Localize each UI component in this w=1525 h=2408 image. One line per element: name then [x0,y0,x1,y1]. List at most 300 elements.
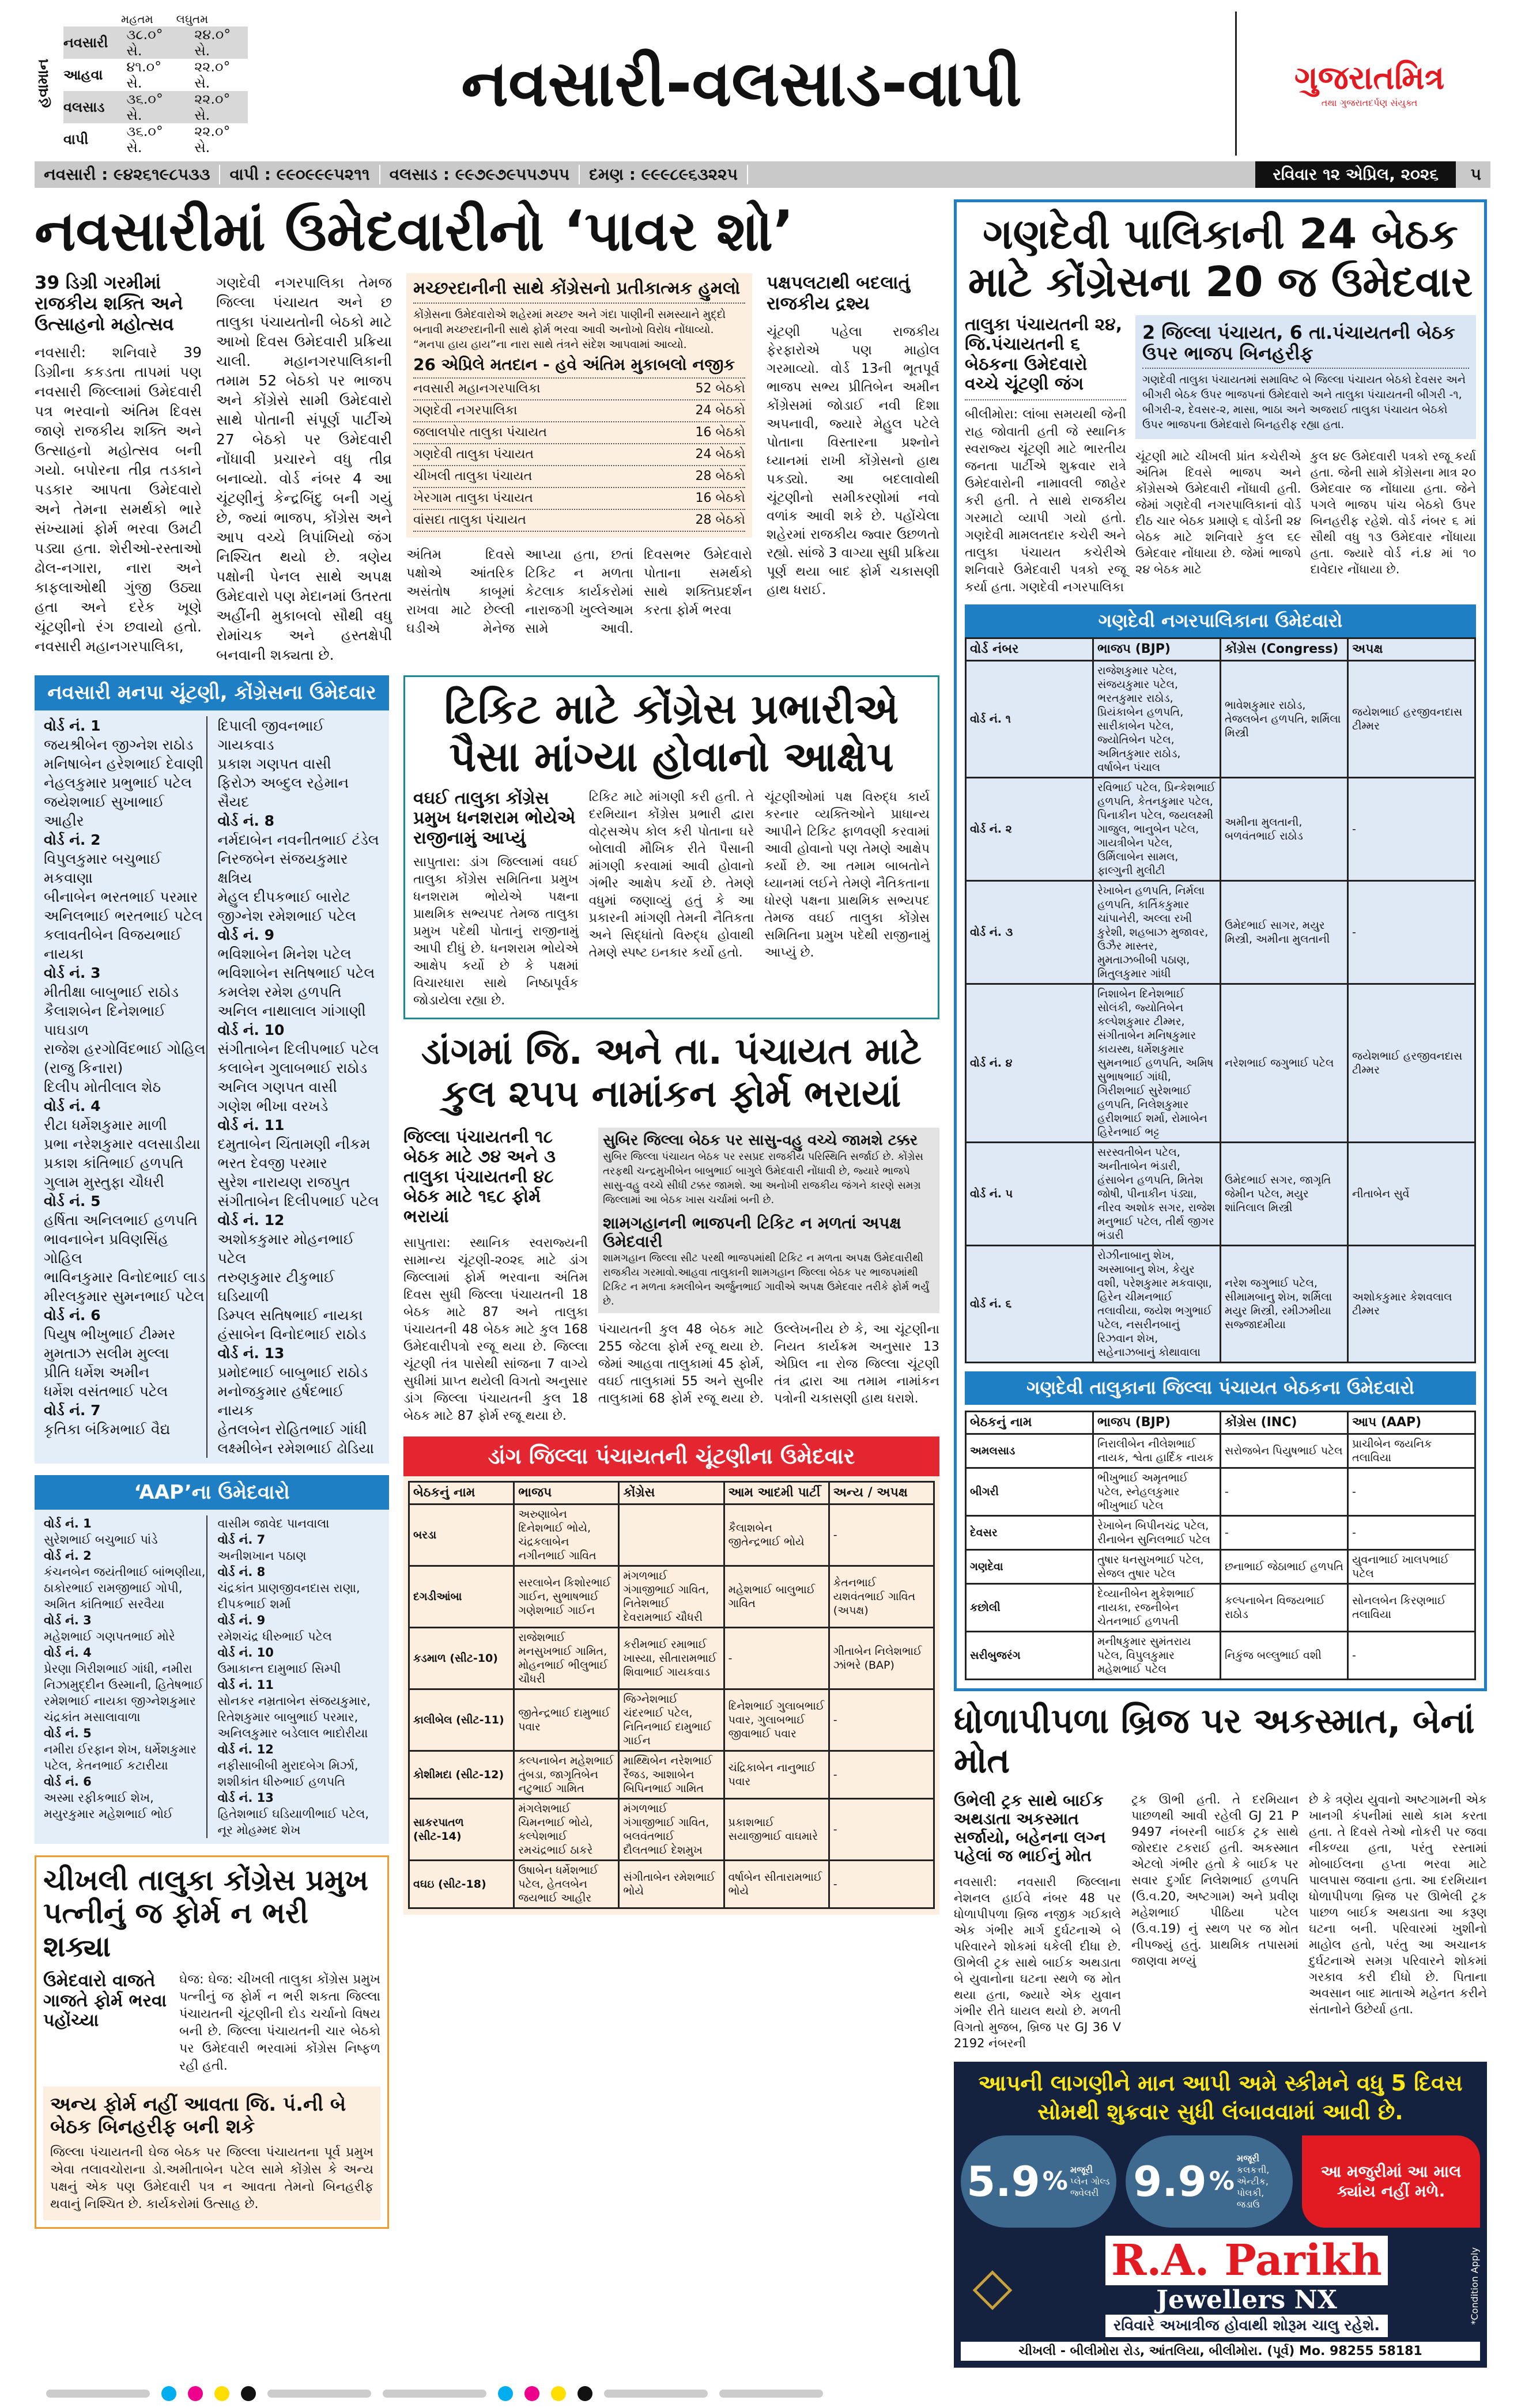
table-cell: દિનેશભાઈ ગુલાબભાઈ પવાર, ગુલાબભાઈ જીવાભાઈ પવાર [724,1689,829,1751]
ward-number: વોર્ડ નં. 12 [217,1742,274,1756]
chikhli-sub-headline: અન્ય ફોર્મ નહીં આવતા જિ. પં.ની બે બેઠક બિનહરીફ બની શકે [50,2093,346,2139]
weather-row [63,27,248,59]
shamgahan-headline: શામગહાનની ભાજપની ટિકિટ ન મળતાં અપક્ષ ઉમેદવારી [603,1213,901,1251]
table-cell: દેવ્યાનીબેન મુકેશભાઈ નાયકા, રજનીબેન ચેતનભાઈ હળપતી [1093,1583,1221,1631]
shamgahan-body: શામગહાન જિલ્લા સીટ પરથી ભાજપમાંથી ટિકિટ ન મળતા અપક્ષ ઉમેદવારીથી રાજકીય ગરમાવો.આહવા તાલુકાની શામગહાન જિલ્લા બેઠક પર ભાજપમાંથી ટિકિટ ન મળતા કમલીબેન અર્જુનભાઈ ગાવીએ અપક્ષ ઉમેદવાર તરીકે ફોર્મ ભર્યું છે. [603,1252,929,1307]
column-header: કોંગ્રેસ [619,1482,724,1504]
candidate-name: ભવિશાબેન સતિષભાઈ પટેલ [217,964,375,981]
table-cell: સરસ્વતીબેન પટેલ, અનીતાબેન ભંડારી, હંસાબેન હળપતિ, મિતેશ જોષી, પીનાકીન પંડ્યા, નીરવ અશોક સગર, રાજેશ મનુભાઈ પટેલ, તીર્થ જીગર ભંડારી [1093,1143,1221,1246]
tikit-box [403,675,939,1019]
candidate-name: મીરલકુમાર સુમનભાઈ પટેલ [44,1287,205,1305]
table-cell: નરેશભાઈ જગુભાઈ પટેલ [1221,984,1348,1143]
contact-bar [35,161,1490,188]
weather-city: વલસાડ [63,99,105,115]
gandevi-kicker: તાલુકા પંચાયતની ૨૪, જિ.પંચાયતની ૬ બેઠકના ઉમેદવારો વચ્ચે ચૂંટણી જંગ [965,315,1126,400]
ward-number: વોર્ડ નં. 11 [217,1677,274,1692]
table-cell: - [829,1689,934,1751]
offer-badge-2 [1126,2135,1293,2228]
seat-name-cell: દગડીઆંબા [409,1566,514,1628]
seat-count: 24 બેઠકો [695,447,745,462]
aap-panel [35,1475,389,1844]
table-cell: ભીખુભાઈ અમૃતભાઈ પટેલ, સ્નેહલકુમાર ભીખુભાઈ પટેલ [1093,1468,1221,1515]
min-header: લઘુતમ [176,12,209,26]
seat-name-cell: બરડા [409,1504,514,1566]
page-header [0,0,1525,161]
candidate-name: નિરજબેન સંજયકુમાર ક્ષત્રિય [217,850,348,886]
weather-max: ૪૧.૦° સે. [126,59,162,91]
candidate-name: જયશ્રીબેન જીગ્નેશ રાઠોડ [44,736,194,753]
candidate-name: પ્રકાશ ગણપત વાસી [217,755,331,772]
table-cell: સરોજબેન પિયુષભાઈ પટેલ [1221,1434,1348,1468]
ad-headline: આપની લાગણીને માન આપી અમે સ્કીમને વધુ 5 દિવસ સોમથી શુક્રવાર સુધી લંબાવવામાં આવી છે. [978,2070,1463,2125]
chikhli-sub-body: જિલ્લા પંચાયતની ઘેજ બેઠક પર જિલ્લા પંચાયતના પૂર્વ પ્રમુખ એવા તલાવચોરાના ડો.અમીતાબેન પટેલ સામે કોંગ્રેસ કે અન્ય પક્ષનું એક પણ ઉમેદવારી પત્ર ન આવતા તેમનો બિનહરીફ થવાનું નિશ્ચિત છે. કાર્યકરોમાં ઉત્સાહ છે. [50,2145,373,2212]
table-cell: માથ્થિબેન નરેશભાઈ રૈંજડ, આશાબેન બિપિનભાઈ ગામિત [619,1751,724,1799]
ad-notice: રવિવારે અખાત્રીજ હોવાથી શોરૂમ ચાલુ રહેશે. [1105,2315,1388,2337]
weather-table [63,12,248,156]
ward-number: વોર્ડ નં. 9 [217,1613,266,1627]
table-cell: મંગલેશભાઈ ચિમનભાઈ ભોયે, કલ્પેશભાઈ રમચંદ્રભાઈ ઠાકરે [514,1799,619,1861]
table-cell: - [724,1628,829,1689]
table-cell: રોઝીનાબાનુ શેખ, અસ્માબાનુ શેખ, કેયુર વશી, પરેશકુમાર મકવાણા, હિરેન ચીમનભાઈ તલાવીયા, જયેશ ભગુભાઈ પટેલ, નસરીનબાનું રિઝવાન શેખ, સહેનાઝબાનું કોથાવાલા [1093,1246,1221,1363]
candidate-name: ગણેશ ભીખા વરખડે [217,1097,329,1114]
table-row [966,778,1475,881]
seat-count: 16 બેઠકો [695,491,745,506]
masthead-divider [1235,12,1237,156]
column-header: અપક્ષ [1348,638,1475,661]
seat-body-name: ખેરગામ તાલુકા પંચાયત [413,491,533,506]
table-cell: ઉમેદભાઈ સગર, જાગૃતિ જેમીન પટેલ, મયુર શાંતિલાલ મિસ્ત્રી [1221,1143,1348,1246]
table-cell: નિકુંજ બલ્લુભાઈ વશી [1221,1631,1348,1679]
offer-1-unit: % [1042,2167,1068,2197]
ward-number: વોર્ડ નં. 10 [217,1021,285,1038]
ward-number: વોર્ડ નં. 7 [217,1532,266,1547]
seat-row [413,444,745,466]
masthead-title: નવસારી-વલસાડ-વાપી [461,47,1022,120]
candidate-name: અનિલ ગણપત વાસી [217,1078,337,1095]
candidate-name: પ્રકાશ કાંતિભાઈ હળપતિ [44,1154,184,1171]
weather-min: ૨૨.૦° સે. [194,59,231,91]
ward-number: વોર્ડ નં. 13 [217,1344,285,1362]
table-row [409,1566,934,1628]
seat-body-name: ચીખલી તાલુકા પંચાયત [413,469,533,484]
seats-title: 26 એપ્રિલે મતદાન - હવે અંતિમ મુકાબલો નજીક [413,356,745,379]
ward-number: વોર્ડ નં. 12 [217,1211,285,1228]
table-row [966,1515,1475,1549]
column-header: આપ (AAP) [1348,1411,1475,1434]
ad-condition: *Condition Apply [1469,2247,1480,2325]
table-row [966,1549,1475,1583]
table-cell: - [829,1504,934,1566]
candidate-name: ફિરોઝ અબ્દુલ રહેમાન સૈયદ [217,774,349,810]
candidate-name: લક્ષ્મીબેન રમેશભાઈ ઢોડિયા [217,1439,374,1457]
tikit-body-2: ટિકિટ માટે માંગણી કરી હતી. તે દરમિયાન કોંગ્રેસ પ્રભારી દ્વારા વોટ્સએપ કોલ કરી પોતાના ઘરે બોલાવી મૌખિક રીતે પૈસાની માંગણી કરવામાં આવી હોવાનો ગંભીર આક્ષેપ કર્યો છે. તેમણે વધુમાં જણાવ્યું હતું કે આ પ્રકારની માંગણી તેમની નૈતિકતા અને સિદ્ધાંતો વિરુદ્ધ હોવાથી તેમણે સ્પષ્ટ ઇનકાર કર્યો હતો. [588,789,754,960]
ward-number: વોર્ડ નં. 6 [44,1306,101,1324]
table-cell: - [829,1799,934,1861]
subir-body: સુબિર જિલ્લા પંચાયત બેઠક પર રસપ્રદ રાજકીય પરિસ્થિતિ સર્જાઈ છે. કોંગ્રેસ તરફથી ચન્દ્રમુખીબેન બાબુભાઈ બાગુલે ઉમેદવારી નોંધાવી છે, જ્યારે ભાજપે સાસુ-વહુ વચ્ચે સીધી ટક્કર જામશે. આ અનોખી રાજકીય જંગને કારણે સમગ્ર જિલ્લામાં આ બેઠક ખાસ ચર્ચામાં બની છે. [603,1150,923,1206]
subir-box [598,1128,939,1313]
ward-number: વોર્ડ નં. 10 [217,1645,274,1659]
candidate-name: નમીરા ઈરફાન શેખ, ધર્મેશકુમાર પટેલ, કેતનભાઈ કટારીયા [44,1742,197,1772]
candidate-name: અનિલ નાથાલાલ ગાંગાણી [217,1002,366,1019]
seat-count: 28 બેઠકો [695,469,745,484]
seat-name-cell: ગણદેવા [966,1549,1093,1583]
tikit-headline: ટિકિટ માટે કોંગ્રેસ પ્રભારીએ પૈસા માંગ્યા હોવાનો આક્ષેપ [444,685,899,781]
seat-name-cell: વોર્ડ નં. ૧ [966,661,1093,778]
lead-kicker: 39 ડિગ્રી ગરમીમાં રાજકીય શક્તિ અને ઉત્સાહનો મહોત્સવ [35,273,183,335]
logo-text: ગુજરાતમિત્ર [1294,59,1445,97]
candidate-name: મનિષાબેન હરેશભાઈ દેવાણી [44,755,203,772]
gandevi-body-1: બીલીમોરા: લાંબા સમયથી જેની રાહ જોવાતી હતી જે સ્થાનિક સ્વરાજ્ય ચૂંટણી માટે ભારતીય જનતા પાર્ટીએ શુક્રવાર રાત્રે ઉમેદવારોની નામાવલી જાહેર કરી હતી. તે સાથે રાજકીય ગરમાટો વ્યાપી ગયો હતો. ગણદેવી મામલતદાર કચેરી અને તાલુકા પંચાયત કચેરીએ શનિવારે ઉમેદવારી પત્રકો રજૂ કર્યા હતા. ગણદેવી નગરપાલિકા [965,407,1126,595]
table-row [966,1468,1475,1515]
seats-list [413,379,745,532]
table-row [409,1861,934,1908]
candidate-name: હંસાબેન વિનોદભાઈ રાઠોડ [217,1325,367,1343]
table-cell: જયેશભાઈ હરજીવનદાસ ટીમ્મર [1348,661,1475,778]
table-cell: જિગ્નેશભાઈ ચંદરભાઈ પટેલ, નિતિનભાઈ દામુભાઈ ગાઈન [619,1689,724,1751]
navsari-congress-panel [35,675,389,1463]
table-cell: - [829,1861,934,1908]
contact-navsari: નવસારી : ૯૪૨૬૧૯૮૫૩૩ [35,165,220,184]
table-cell: - [1348,1515,1475,1549]
chikhli-box [35,1855,389,2229]
table-cell: વર્ષાબેન સીતારામભાઈ ભોયે [724,1861,829,1908]
column-header: ભાજપ [514,1482,619,1504]
accident-headline: ધોળાપીપળા બ્રિજ પર અકસ્માત, બેનાં મોત [954,1700,1475,1781]
diamond-logo-icon: ◇ [972,2256,1013,2317]
ward-number: વોર્ડ નં. 7 [44,1401,101,1419]
ward-number: વોર્ડ નં. 4 [44,1645,92,1659]
contact-vapi: વાપી : ૯૯૦૯૯૯૫૨૧૧ [220,165,380,184]
table-row [966,1434,1475,1468]
ward-number: વોર્ડ નં. 13 [217,1790,274,1805]
table-cell: ચંદ્રિકાબેન નાનુભાઈ પવાર [724,1751,829,1799]
ward-number: વોર્ડ નં. 1 [44,1516,92,1530]
table-cell: કલ્પનાબેન મહેશભાઈ તુંબડા, જાગૃતિબેન નટુભાઈ ગામિત [514,1751,619,1799]
candidate-name: પ્રીતિ ધર્મેશ અમીન [44,1363,150,1381]
print-registration-bar [0,2379,1525,2408]
table-cell: કેતનભાઈ યશવંતભાઈ ગાવિત (અપક્ષ) [829,1566,934,1628]
dang-headline: ડાંગમાં જિ. અને તા. પંચાયત માટે કુલ ૨૫૫ નામાંકન ફોર્મ ભરાયાં [421,1030,922,1116]
seat-row [413,466,745,488]
seat-name-cell: કછોલી [966,1583,1093,1631]
table-header-row [409,1482,934,1504]
table-cell: અમીના મુલતાની, બળવંતભાઈ રાઠોડ [1221,778,1348,881]
subir-headline: સુબિર જિલ્લા બેઠક પર સાસુ-વહુ વચ્ચે જામશે ટક્કર [603,1131,918,1149]
candidate-name: કલાબેન ગુલાબભાઈ રાઠોડ [217,1059,368,1076]
candidate-name: નેહલકુમાર પ્રભુભાઈ પટેલ [44,774,192,791]
offer-1-label: મજૂરી [1070,2164,1093,2175]
candidate-name: પિયુષ ભીખુભાઈ ટીમ્મર [44,1325,176,1343]
table-cell: ભાવેશકુમાર રાઠોડ, તેજલબેન હળપતિ, શર્મિલા મિસ્ત્રી [1221,661,1348,778]
accident-body-1: નવસારી: નવસારી જિલ્લાના નેશનલ હાઈવે નંબર 48 પર ધોળાપીપળા બ્રિજ નજીક ગઈકાલે એક ગંભીર માર્ગ દુર્ઘટનાએ બે પરિવારને શોકમાં ધકેલી દીધા છે. ઊભેલી ટ્રક સાથે બાઈક અથડાતા બે યુવાનોના ઘટના સ્થળે જ મોત થયા હતા, જ્યારે એક યુવાન ગંભીર રીતે ઘાયલ થયો છે. મળતી વિગતો મુજબ, બ્રિજ પર GJ 36 V 2192 નંબરની [954,1874,1121,2050]
column-header: અન્ય / અપક્ષ [829,1482,934,1504]
candidate-name: નફીસાબીબી મુરાદબેગ મિર્ઝા, શશીકાંત ધીરુભાઈ હળપતિ [217,1758,358,1789]
column-header: આમ આદમી પાર્ટી [724,1482,829,1504]
ward-number: વોર્ડ નં. 8 [217,812,274,829]
table-cell: - [1348,778,1475,881]
seat-body-name: ગણદેવી નગરપાલિકા [413,403,518,418]
table-cell: રેખાબેન બિપીનચંદ્ર પટેલ, રીનાબેન સુનિલભાઈ પટેલ [1093,1515,1221,1549]
gandevi-panel [954,199,1487,1691]
offer-2-label: મજૂરી [1236,2152,1260,2164]
seat-count: 24 બેઠકો [695,403,745,418]
candidate-name: રીટા ધર્મેશકુમાર માળી [44,1116,167,1133]
weather-max: ૩૬.૦° સે. [126,123,163,156]
weather-row [63,91,248,123]
table-cell: ગીતાબેન નિલેશભાઈ ઝાંભરે (BAP) [829,1628,934,1689]
candidate-name: વાસીમ જાવેદ પાનવાલા [217,1516,330,1530]
offer-2-unit: % [1209,2167,1235,2197]
column-header: બેઠકનું નામ [966,1411,1093,1434]
seat-name-cell: વોર્ડ નં. ૪ [966,984,1093,1143]
ward-number: વોર્ડ નં. 8 [217,1564,266,1579]
lead-body-2: ગણદેવી નગરપાલિકા તેમજ જિલ્લા પંચાયત અને છ તાલુકા પંચાયતોની બેઠકો માટે આખો દિવસ ઉમેદવારી પ્રક્રિયા ચાલી. મહાનગરપાલિકાની તમામ 52 બેઠકો પર ભાજપ અને કોંગ્રેસે સામી ઉમેદવારો સાથે પોતાની સંપૂર્ણ પાર્ટીએ 27 બેઠકો પર ઉમેદવારી નોંધાવી પ્રચારને વધુ તીવ્ર બનાવ્યો. વોર્ડ નંબર 4 આ ચૂંટણીનું કેન્દ્રબિંદુ બની ગયું છે, જ્યાં ભાજપ, કોંગ્રેસ અને આપ વચ્ચે ત્રિપાંખિયો જંગ નિશ્ચિત થયો છે. ત્રણેય પક્ષોની પેનલ સાથે અપક્ષ ઉમેદવારો પણ મેદાનમાં ઉતરતા અહીંની મુકાબલો સૌથી વધુ રોમાંચક અને હસ્તક્ષેપી બનવાની શક્યતા છે. [216,274,392,664]
column-header: કોંગ્રેસ (Congress) [1221,638,1348,661]
seat-row [413,422,745,444]
weather-city: નવસારી [63,35,108,51]
gandevi-candidates-table [965,637,1476,1363]
mosquito-headline: મચ્છરદાનીની સાથે કોંગ્રેસનો પ્રતીકાત્મક હુમલો [413,279,745,304]
candidate-name: પ્રભા નરેશકુમાર વલસાડીયા [44,1135,201,1152]
seat-name-cell: બીગરી [966,1468,1093,1515]
dang-table-title: ડાંગ જિલ્લા પંચાયતની ચૂંટણીના ઉમેદવાર [403,1437,939,1476]
candidate-name: કૈલાશબેન દિનેશભાઈ પાઘડાળ [44,1002,166,1038]
table-row [409,1799,934,1861]
weather-max: ૩૮.૦° સે. [126,27,163,59]
ward-number: વોર્ડ નં. 6 [44,1774,92,1789]
candidate-name: સંગીતાબેન દિલીપભાઈ પટેલ [217,1192,379,1209]
ward-number: વોર્ડ નં. 3 [44,1613,92,1627]
table-cell: જીતેન્દ્રભાઈ દામુભાઈ પવાર [514,1689,619,1751]
table-row [966,1583,1475,1631]
weather-max: ૩૬.૦° સે. [126,91,163,123]
table-cell: - [1348,881,1475,984]
candidate-name: કંચનબેન જયંતીભાઈ બાંભણીયા, ઠાકોરભાઈ રામજીભાઈ ગોપી, અમિત કાંતિભાઈ સરવૈયા [44,1564,206,1611]
candidate-name: મનોજકુમાર હર્ષદભાઈ નાયક [217,1382,345,1419]
defection-body: ચૂંટણી પહેલા રાજકીય ફેરફારોએ પણ માહોલ ગરમાવ્યો. વોર્ડ 13ની ભૂતપૂર્વ ભાજપ સભ્ય પ્રીતિબેન અમીન કોંગ્રેસમાં જોડાઈ નવી દિશા અપનાવી, જ્યારે મેહુલ પટેલે પોતાના વિસ્તારના પ્રશ્નોને ધ્યાનમાં રાખી કોંગ્રેસનો હાથ પકડ્યો. આ બદલાવોથી ચૂંટણીનો સમીકરણોમાં નવો વળાંક આવી શકે છે. પહોંચેલા શહેરમાં રાજકીય જ્વાર ઉછળતો રહ્યો. સાંજે 3 વાગ્યા સુધી પ્રક્રિયા પૂર્ણ થયા બાદ ફોર્મ ચકાસણી હાથ ધરાઈ. [767,324,939,598]
candidate-name: દમુતાબેન ચિંતામણી નીકમ [217,1135,371,1152]
weather-min: ૨૨.૦° સે. [194,91,231,123]
ad-address: ચીખલી - બીલીમોરા રોડ, આંતલિયા, બીલીમોરા. (પૂર્વ) Mo. 98255 58181 [961,2342,1480,2361]
candidate-name: હેતલબેન રોહિતભાઈ ગાંધી [217,1420,367,1438]
candidate-name: ઉમાકાન્ત દામુભાઈ સિમ્પી [217,1661,341,1676]
candidate-name: અનિલભાઈ ભરતભાઈ પટેલ [44,907,203,924]
ward-number: વોર્ડ નં. 11 [217,1116,285,1133]
weather-row [63,59,248,91]
weather-city: આહવા [63,67,103,83]
weather-min: ૨૪.૦° સે. [194,27,231,59]
seat-name-cell: વઘઇ (સીટ-18) [409,1861,514,1908]
ward-number: વોર્ડ નં. 5 [44,1192,101,1209]
candidate-name: ગુલામ મુસ્તુફા ચૌધરી [44,1173,164,1190]
aap-title: ‘AAP’ના ઉમેદવારો [35,1475,389,1510]
weather-city: વાપી [63,131,89,148]
seat-row [413,379,745,400]
seat-body-name: વાંસદા તાલુકા પંચાયત [413,513,526,528]
gandevi-headline: ગણદેવી પાલિકાની 24 બેઠક માટે કોંગ્રેસના 20 જ ઉમેદવાર [968,210,1473,306]
contact-valsad: વલસાડ : ૯૯૭૯૭૯૫૫૭૫૫ [380,165,580,184]
weather-row [63,123,248,156]
column-header: કોંગ્રેસ (INC) [1221,1411,1348,1434]
weather-label: હવામાન [35,59,52,108]
candidate-name: કમલેશ રમેશ હળપતિ [217,983,342,1000]
mosquito-box [406,273,752,538]
gandevi-body-2: ચૂંટણી માટે ચીખલી પ્રાંત કચેરીએ અંતિમ દિવસે ભાજપ અને કોંગ્રેસએ ઉમેદવારી નોંધાવી હતી. જેમાં ગણદેવી નગરપાલિકાનાં વોર્ડ દીઠ ચાર બેઠક પ્રમાણે ૬ વોર્ડની ૨૪ બેઠક માટે શનિવારે કુલ ૬૯ ઉમેદવાર નોંધાયા છે. જેમાં ભાજપે ૨૪ બેઠક માટે [1135,449,1301,577]
candidate-name: વિપુલકુમાર બચુભાઈ મકવાણા [44,850,162,886]
seat-body-name: જલાલપોર તાલુકા પંચાયત [413,425,548,440]
table-cell: નિશાબેન દિનેશભાઈ સોલંકી, જ્યોતિબેન કલ્પેશકુમાર ટીમ્મર, સંગીતાબેન મનિષકુમાર કાયસ્થ, ધર્મેશકુમાર સુમનભાઈ હળપતિ, અમિષ સુભાષભાઈ ગાંધી, ગિરીશભાઈ સુરેશભાઈ હળપતિ, નિલેશકુમાર હરીશભાઈ શર્મા, રોમાબેન હિરેનભાઈ ભટ્ટ [1093,984,1221,1143]
candidate-name: ડિમ્પલ સતિષભાઈ નાયકા [217,1306,363,1324]
ad-brand: R.A. Parikh [1105,2236,1388,2285]
table-cell: સરલાબેન કિશોરભાઈ ગાઈન, સુભાષભાઈ ગણેશભાઈ ગાઈન [514,1566,619,1628]
newspaper-logo [1248,59,1490,108]
candidate-name: અશોકકુમાર મોહનભાઈ પટેલ [217,1230,355,1267]
candidate-name: ભવિશાબેન મિનેશ પટેલ [217,945,352,962]
table-cell: - [1221,1515,1348,1549]
column-header: બેઠકનું નામ [409,1482,514,1504]
dang-table-panel [403,1437,939,1915]
candidate-name: ભરત દેવજી પરમાર [217,1154,327,1171]
mosquito-after: અંતિમ દિવસે પક્ષોએ આંતરિક અસંતોષ કાબૂમાં રાખવા માટે છેલ્લી ઘડીએ મેનેજ આપ્યા હતા, છતાં ટિકિટ ન મળતા કેટલાક કાર્યકરોમાં નારાજગી ખુલ્લેઆમ સામે આવી. દિવસભર ઉમેદવારો પોતાના સમર્થકો સાથે શક્તિપ્રદર્શન કરતા ફોર્મ ભરવા [406,547,752,637]
table-cell: પ્રકાશભાઈ સયાજીભાઈ વાઘમારે [724,1799,829,1861]
table-row [966,1143,1475,1246]
ad-brand-sub: Jewellers NX [1156,2285,1337,2315]
candidate-name: મહેશભાઈ ગણપતભાઈ મોરે [44,1629,175,1643]
unopposed-headline: 2 જિલ્લા પંચાયત, 6 તા.પંચાયતની બેઠક ઉપર ભાજપ બિનહરીફ [1142,322,1469,369]
table-cell: છનાભાઈ જેઠાભાઈ હળપતિ [1221,1549,1348,1583]
table-cell: પ્રાચીબેન જયનિક તલાવિયા [1348,1434,1475,1468]
tikit-body-1: સાપુતારા: ડાંગ જિલ્લામાં વઘઈ તાલુકા કોંગ્રેસ સમિતિના પ્રમુખ ધનશરામ ભોયેએ પક્ષના પ્રાથમિક સભ્યપદ તેમજ તાલુકા પ્રમુખ પદેથી પોતાનું રાજીનામું આપી દીધું છે. ધનશરામ ભોયેએ આક્ષેપ કર્યો છે કે પક્ષમાં વિચારધારા સાથે નિષ્ઠાપૂર્વક જોડાયેલા રહ્યા છે. [413,855,579,1008]
candidate-name: કલાવતીબેન વિજયભાઈ નાયકા [44,926,182,962]
seat-body-name: ગણદેવી તાલુકા પંચાયત [413,447,534,462]
table-row [966,881,1475,984]
table-cell: ઉષાબેન ધર્મેશભાઈ પટેલ, હેતલબેન જયભાઈ આહીર [514,1861,619,1908]
gandevi-body-3: કુલ ૪૯ ઉમેદવારી પત્રકો રજૂ કર્યા હતા. જેની સામે કોંગ્રેસના માત્ર ૨૦ ઉમેદવાર જ નોંધાયા હતા. જેને પગલે ભાજપ પાંચ બેઠકો ઉપર બિનહરીફ રહેશે. વોર્ડ નંબર ૬ માં સૌથી વધુ ૧૩ ઉમેદવાર નોંધાયા હતા. જ્યારે વોર્ડ નં.૪ માં ૧૦ દાવેદાર નોંધાયા છે. [1310,449,1476,577]
logo-tagline: તથા ગુજરાતદર્પણ સંયુક્ત [1321,97,1418,108]
seat-name-cell: વોર્ડ નં. ૫ [966,1143,1093,1246]
page-number: ૫ [1470,165,1481,184]
candidate-name: મેહુલ દીપકભાઈ બારોટ [217,888,351,905]
column-header: વોર્ડ નંબર [966,638,1093,661]
seat-row [413,400,745,422]
table-cell: નરેશ જગુભાઈ પટેલ, સીમામબાનુ શેખ, શર્મિલા મયુર મિસ્ત્રી, રમીઝમીયા સજ્જાદમીયા [1221,1246,1348,1363]
table-cell: રવિભાઈ પટેલ, પ્રિન્કેશભાઈ હળપતિ, કેતનકુમાર પટેલ, પિનાકીન પટેલ, જયલક્ષ્મી ગાજુલ, ભાનુબેન પટેલ, ગાયત્રીબેન પટેલ, ઉર્મિલાબેન સામલ, ફાલ્ગુની મુલીટી [1093,778,1221,881]
candidate-name: પ્રમોદભાઈ બાબુભાઈ રાઠોડ [217,1363,368,1381]
gandevi-table-title: ગણદેવી નગરપાલિકાના ઉમેદવારો [965,604,1476,638]
candidate-name: રાજેશ હરગોવિંદભાઈ ગોહિલ (રાજુ કિનારા) [44,1040,206,1076]
table-cell: મનીષકુમાર સુમંતરાય પટેલ, વિપુલકુમાર મહેશભાઈ પટેલ [1093,1631,1221,1679]
table-row [966,661,1475,778]
seat-name-cell: વોર્ડ નં. ૨ [966,778,1093,881]
candidate-name: દિલીપ મોતીલાલ શેઠ [44,1078,161,1095]
column-header: ભાજપ (BJP) [1093,638,1221,661]
gandevi-dp-table-title: ગણદેવી તાલુકાના જિલ્લા પંચાયત બેઠકના ઉમેદવારો [965,1371,1476,1405]
table-cell: કલ્પનાબેન વિજયભાઈ રાઠોડ [1221,1583,1348,1631]
seat-row [413,510,745,532]
candidate-name: કૃતિકા બંકિમભાઈ વૈદ્ય [44,1420,171,1438]
ward-number: વોર્ડ નં. 2 [44,1548,92,1563]
seat-count: 52 બેઠકો [695,381,745,396]
tikit-kicker: વઘઈ તાલુકા કોંગ્રેસ પ્રમુખ ધનશરામ ભોયેએ રાજીનામું આપ્યું [413,788,576,848]
table-cell: સંગીતાબેન રમેશભાઈ ભોયે [619,1861,724,1908]
candidate-name: જીગ્નેશ રમેશભાઈ પટેલ [217,907,356,924]
candidate-name: સંગીતાબેન દિલીપભાઈ પટેલ [217,1040,379,1057]
unopposed-box [1135,315,1476,440]
mosquito-body: કોંગ્રેસના ઉમેદવારોએ શહેરમાં મચ્છર અને ગંદા પાણીની સમસ્યાને મુદ્દો બનાવી મચ્છરદાનીની સાથે ફોર્મ ભરવા આવી અનોખો વિરોધ નોંધાવ્યો. “મનપા હાય હાય”ના નારા સાથે તંત્રને સંદેશ આપવામાં આવ્યો. [413,308,726,351]
gandevi-dp-candidates-table [965,1411,1476,1680]
table-cell: જયેશભાઈ હરજીવનદાસ ટીમ્મર [1348,984,1475,1143]
table-cell: મંગળભાઈ ગંગાજીભાઈ ગાવિત, બલવંતભાઈ દૌલતભાઈ દેશમુખ [619,1799,724,1861]
candidate-name: સુરેશભાઈ બચુભાઈ પાંડે [44,1532,158,1547]
dang-body-1: સાપુતારા: સ્થાનિક સ્વરાજ્યની સામાન્ય ચૂંટણી-૨૦૨૬ માટે ડાંગ જિલ્લામાં ફોર્મ ભરવાના અંતિમ દિવસ સુધી જિલ્લા પંચાયતની 18 બેઠક માટે 87 અને તાલુકા પંચાયતની 48 બેઠક માટે કુલ 168 ઉમેદવારીપત્રો રજૂ થયા છે. જિલ્લા ચૂંટણી તંત્ર પાસેથી સાંજના 7 વાગ્યે સુધીમાં પ્રાપ્ત થયેલી વિગતો અનુસાર ડાંગ જિલ્લા પંચાયતની કુલ 18 બેઠક માટે 87 ફોર્મ રજૂ થયા છે. [403,1236,588,1424]
table-cell: રાજેશભાઈ મનસુખભાઈ ગામિત, મોહનભાઈ ભીલુભાઈ ચૌધરી [514,1628,619,1689]
candidate-name: ભાવનાબેન પ્રવિણસિંહ ગોહિલ [44,1230,169,1267]
seat-name-cell: અમલસાડ [966,1434,1093,1468]
table-cell: અરુણાબેન દિનેશભાઈ ભોયે, ચંદ્રકલાબેન નગીનભાઈ ગાવિત [514,1504,619,1566]
table-header-row [966,638,1475,661]
candidate-name: હિતેશભાઈ ઘડિયાળીભાઈ પટેલ, નૂર મોહમ્મદ શેખ [217,1806,369,1837]
candidate-name: નર્મદાબેન નવનીતભાઈ ટંડેલ [217,831,379,848]
offer-1-desc: પ્લેન ગોલ્ડ જ્વેલરી [1070,2175,1110,2198]
seat-name-cell: દેવસર [966,1515,1093,1549]
ward-number: વોર્ડ નં. 4 [44,1097,101,1114]
table-cell: યુવનાભાઈ ખાલપભાઈ પટેલ [1348,1549,1475,1583]
table-cell: કરીમભાઈ રમાભાઈ ખાસ્યા, સીતારામભાઈ શિવાભાઈ ગાયકવાડ [619,1628,724,1689]
candidate-name: ચંદ્રકાંત પ્રાણજીવનદાસ રાણા, દીપકભાઈ શર્મા [217,1581,360,1611]
table-cell: - [1221,1468,1348,1515]
dang-candidates-table [408,1481,935,1909]
candidate-name: અનીશખાન પઠાણ [217,1548,307,1563]
column-header: ભાજપ (BJP) [1093,1411,1221,1434]
candidate-name: મીતીક્ષા બાબુભાઈ રાઠોડ [44,983,179,1000]
ad-flag: આ મજુરીમાં આ માલ ક્યાંય નહીં મળે. [1302,2135,1480,2228]
ward-number: વોર્ડ નં. 5 [44,1726,92,1740]
candidate-name: પ્રેરણા ગિરીશભાઈ ગાંધી, નમીરા નિઝામુદ્દીન ઉસ્માની, હિતેષભાઈ રમેશભાઈ નાયકા જીગ્નેશકુમાર ચંદ્રકાંત મસાલાવાળા [44,1661,203,1724]
contact-daman: દમણ : ૯૯૯૮૯૬૩૨૨૫ [580,165,748,184]
seat-name-cell: સરીબુજરંગ [966,1631,1093,1679]
offer-badge-1 [961,2135,1116,2228]
seat-name-cell: કોશીમદા (સીટ-12) [409,1751,514,1799]
seat-row [413,488,745,510]
table-cell [619,1504,724,1566]
candidate-name: સોનકર નમ્રતાબેન સંજયકુમાર, રિતેશકુમાર બાબુભાઈ પરમાર, અનિલકુમાર બડેલાલ ભાદોરીયા [217,1693,371,1740]
offer-2-value: 9.9 [1133,2157,1207,2206]
issue-date: રવિવાર ૧૨ એપ્રિલ, ૨૦૨૬ [1255,161,1456,188]
table-cell: - [1348,1468,1475,1515]
table-header-row [966,1411,1475,1434]
accident-body-3: છે કે ત્રણેય યુવાનો અષ્ટગામની એક ખાનગી કંપનીમાં સાથે કામ કરતા હતા. તે દિવસે તેઓ નોકરી પર જવા નીકળ્યા હતા, પરંતુ રસ્તામાં મોબાઈલના હપ્તા ભરવા માટે પાલપાસ જવાના હતા. આ દરમિયાન ધોળાપીપળા બ્રિજ પર ઊભેલી ટ્રક પાછળ બાઈક અથડાતા આ કરૂણ ઘટના બની. પરિવારમાં ખુશીનો માહોલ હતો, પરંતુ આ અચાનક દુર્ઘટનાએ સમગ્ર પરિવારને શોકમાં ગરકાવ કરી દીધો છે. પિતાના અવસાન બાદ માતાએ મહેનત કરીને સંતાનોને ઉછેર્યા હતા. [1309,1792,1487,2016]
ward-number: વોર્ડ નં. 9 [217,926,274,943]
table-cell: ઉમેદભાઈ સાગર, મયુર મિસ્ત્રી, અમીના મુલતાની [1221,881,1348,984]
navsari-congress-title: નવસારી મનપા ચૂંટણી, કોંગ્રેસના ઉમેદવાર [35,675,389,710]
weather-min: ૨૨.૦° સે. [194,123,231,156]
candidate-name: સુરેશ નારાયણ રાજપુત [217,1173,350,1190]
candidate-name: જયેશભાઈ સુખાભાઈ આહીર [44,793,165,829]
table-cell: નીતાબેન સુર્વે [1348,1143,1475,1246]
table-row [409,1751,934,1799]
defection-headline: પક્ષપલટાથી બદલાતું રાજકીય દ્રશ્ય [767,273,911,315]
offer-1-value: 5.9 [967,2157,1040,2206]
table-row [966,984,1475,1143]
ward-number: વોર્ડ નં. 2 [44,831,101,848]
offer-2-desc: કલકત્તી, એન્ટીક, પોલકી, જડાઉ [1236,2164,1270,2210]
candidate-name: મુમતાઝ સલીમ મુલ્લા [44,1344,169,1362]
seat-name-cell: સાકરપાતળ (સીટ-14) [409,1799,514,1861]
dang-body-2: પંચાયતની કુલ 48 બેઠક માટે 255 જેટલા ફોર્મ રજૂ થયા છે. જેમાં આહવા તાલુકામાં 45 ફોર્મ, વઘઈ તાલુકામાં 55 અને સુબીર તાલુકામાં 68 ફોર્મ રજૂ થયા છે. ઉલ્લેખનીય છે કે, આ ચૂંટણીના નિયત કાર્યક્રમ અનુસાર 13 એપ્રિલ ના રોજ જિલ્લા ચૂંટણી તંત્ર દ્વારા આ તમામ નામાંકન પત્રોની ચકાસણી હાથ ધરાશે. [598,1322,939,1406]
table-cell: નિરાલીબેન નીલેશભાઈ નાયક, શ્વેતા હાર્દિક નાયક [1093,1434,1221,1468]
table-cell: સોનલબેન કિરણભાઈ તલાવિયા [1348,1583,1475,1631]
candidate-name: હર્ષિતા અનિલભાઈ હળપતિ [44,1211,198,1228]
